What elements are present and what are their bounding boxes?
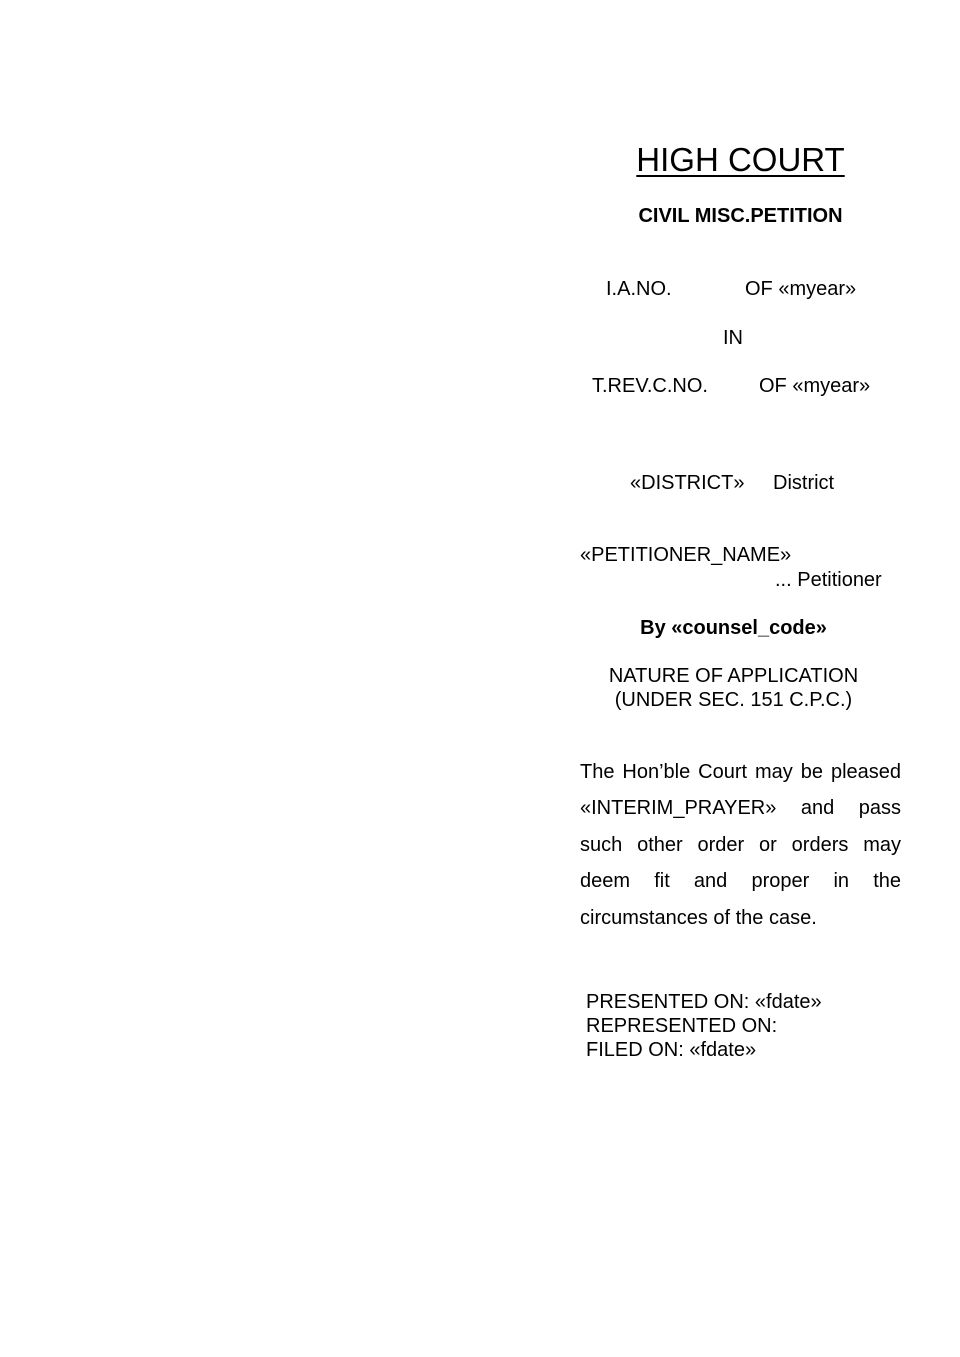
petitioner-name: «PETITIONER_NAME» <box>580 544 792 566</box>
presented-on: PRESENTED ON: «fdate» <box>586 991 822 1013</box>
ia-number-label: I.A.NO. <box>606 278 672 300</box>
prayer-paragraph: The Hon’ble Court may be pleased «INTERIM_PRAYER» and pass such other order or orders may deem fit and proper in the circumstances of the case. <box>580 761 901 929</box>
in-label: IN <box>723 327 743 349</box>
court-title: HIGH COURT <box>636 141 845 178</box>
rev-year: OF «myear» <box>759 375 871 397</box>
counsel-line: By «counsel_code» <box>640 617 827 639</box>
ia-year: OF «myear» <box>745 278 857 300</box>
nature-section: (UNDER SEC. 151 C.P.C.) <box>614 689 853 711</box>
nature-title: NATURE OF APPLICATION <box>608 665 859 687</box>
rev-number-label: T.REV.C.NO. <box>592 375 708 397</box>
filed-on: FILED ON: «fdate» <box>586 1039 757 1061</box>
petition-type: CIVIL MISC.PETITION <box>638 205 843 227</box>
district-label: District <box>773 472 835 494</box>
petitioner-role: ... Petitioner <box>775 569 882 591</box>
filing-dates <box>586 990 822 1062</box>
district-value: «DISTRICT» <box>630 472 745 494</box>
represented-on: REPRESENTED ON: <box>586 1015 778 1037</box>
